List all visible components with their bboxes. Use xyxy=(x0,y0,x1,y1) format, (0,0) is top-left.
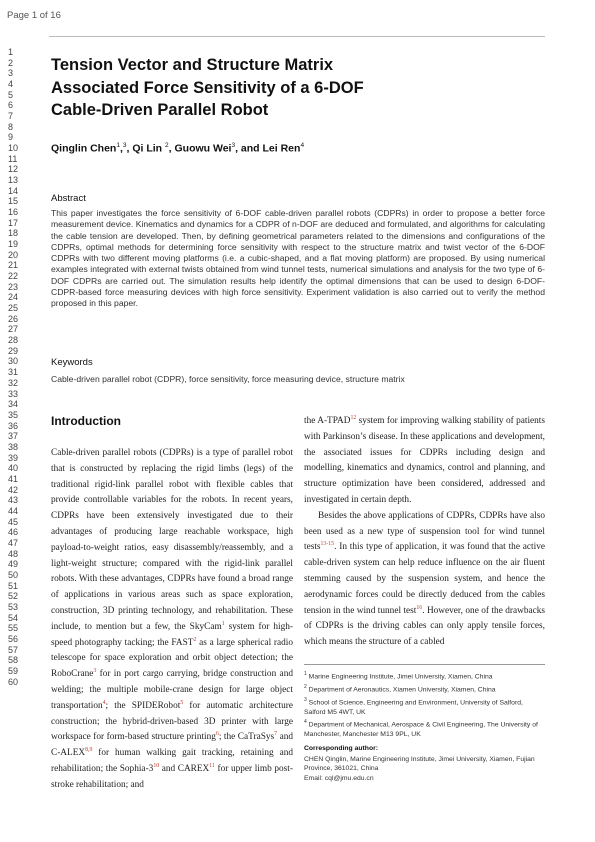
corresponding-email: Email: cql@jmu.edu.cn xyxy=(304,774,374,782)
citation-ref[interactable]: 4 xyxy=(102,699,106,706)
line-number: 13 xyxy=(8,175,19,186)
line-number: 48 xyxy=(8,548,19,559)
line-number: 28 xyxy=(8,335,19,346)
affiliation-mark: 4 xyxy=(300,142,305,149)
line-number: 49 xyxy=(8,559,19,570)
footnote-rule xyxy=(304,664,545,665)
affiliation-mark: 3 xyxy=(231,142,236,149)
citation-ref[interactable]: 16 xyxy=(416,604,423,611)
corresponding-heading: Corresponding author: xyxy=(304,745,379,752)
line-number: 15 xyxy=(8,196,19,207)
line-numbers xyxy=(8,47,28,687)
line-number: 45 xyxy=(8,516,19,527)
line-number: 51 xyxy=(8,580,19,591)
line-number: 1 xyxy=(8,47,14,57)
line-number: 60 xyxy=(8,676,19,687)
paper-title xyxy=(51,54,491,122)
line-number: 3 xyxy=(8,68,14,79)
line-number: 53 xyxy=(8,601,19,612)
keywords-heading: Keywords xyxy=(51,357,93,368)
line-number: 36 xyxy=(8,420,19,431)
line-number: 21 xyxy=(8,260,19,271)
abstract-heading: Abstract xyxy=(51,193,86,204)
footnote-number: 2 xyxy=(304,683,307,690)
author-list: Qinglin Chen$^1$,$^3$, Qi Lin $^2$, Guowu Wei$^3$, and Lei Ren$^4$ xyxy=(51,142,305,155)
author-name: Guowu Wei xyxy=(174,142,232,155)
line-number: 39 xyxy=(8,452,19,463)
line-number: 8 xyxy=(8,121,14,132)
line-number: 18 xyxy=(8,228,19,239)
footnote-text: Department of Mechanical, Aerospace & Civil Engineering, The University of Manchester, Manchester M13 9PL, UK xyxy=(304,721,538,739)
line-number: 22 xyxy=(8,271,19,282)
line-number: 35 xyxy=(8,409,19,420)
line-number: 11 xyxy=(8,153,18,164)
footnote-text: Department of Aeronautics, Xiamen University, Xiamen, China xyxy=(306,686,496,694)
line-number: 50 xyxy=(8,569,19,580)
citation-ref[interactable]: 7 xyxy=(274,731,278,738)
line-number: 24 xyxy=(8,292,19,303)
line-number: 54 xyxy=(8,612,19,623)
affiliation-mark: 2 xyxy=(165,142,169,149)
affiliation-mark: 3 xyxy=(122,142,127,149)
footnote-text: School of Science, Engineering and Environment, University of Salford, Salford M5 4WT, UK xyxy=(304,698,523,716)
line-number: 44 xyxy=(8,505,19,516)
footnote-number: 4 xyxy=(304,719,307,726)
citation-ref[interactable]: 6 xyxy=(215,731,219,738)
citation-ref[interactable]: 12 xyxy=(350,414,357,421)
line-number: 7 xyxy=(8,111,14,122)
line-number: 30 xyxy=(8,356,19,367)
footnote-number: 1 xyxy=(304,671,307,677)
author-name: Lei Ren xyxy=(262,142,301,155)
line-number: 10 xyxy=(8,143,19,154)
line-number: 31 xyxy=(8,367,19,378)
line-number: 34 xyxy=(8,399,19,410)
intro-paragraph: Besides the above applications of CDPRs, CDPRs have also been used as a new type of suspension tool for wind tunnel tests$^{13-15}$. In this type of application, it was found that the active cable-driven system can help reduce influence on the air fluent stemming caused by the suspension system, and hence the aerodynamic forces could be directly deduced from the cables tension in the wind tunnel test$^{16}$. However, one of the drawbacks of CDPRs is the driving cables can only apply tensile forces, which means the structure of a cabled xyxy=(304,510,546,648)
corresponding-details: CHEN Qinglin, Marine Engineering Institute, Jimei University, Xiamen, Fujian Province, 361021, China xyxy=(304,755,535,773)
abstract-text: This paper investigates the force sensitivity of 6-DOF cable-driven parallel robots (CDPRs) in order to propose a better force measurement device. Kinematics and dynamics for a CDPR of n-DOF are deduced and formulated, and algorithms for calculating the cable tension are developed. Then, by defining geometrical parameters related to the dimensions and configurations of the CDPRs, optimal methods for determining force sensitivity with respect to the structure matrix and twist vector of the 6-DOF CDPRs with two different moving platforms (i.e. a cubic-shaped, and a flat moving platform) are proposed. By using numerical examples integrated with external twists obtained from wind tunnel tests, numerical simulations and analysis for the two type of 6-DOF CDPRs are carried out. The simulation results help identify the optimal dimensions that can be used to design 6-DOF-CDPR-based force measuring devices with high force sensitivity. Experiment validation is also carried out to verify the method proposed in this paper. xyxy=(51,208,545,309)
citation-ref[interactable]: 5 xyxy=(180,699,184,706)
line-number: 25 xyxy=(8,303,19,314)
title-line: Associated Force Sensitivity of a 6-DOF xyxy=(51,78,364,97)
citation-ref[interactable]: 11 xyxy=(209,762,215,769)
line-number: 57 xyxy=(8,644,19,655)
intro-paragraph: the A-TPAD$^{12}$ system for improving walking stability of patients with Parkinson’s disease. In these applications and development, the associated issues for CDPRs including design and modelling, kinematics and dynamics, control and planning, and structure optimization have been considered, addressed and investigated in certain depth. xyxy=(304,414,545,505)
line-number: 27 xyxy=(8,324,19,335)
page-label: Page 1 of 16 xyxy=(7,10,61,21)
citation-ref[interactable]: 2 xyxy=(193,636,197,643)
author-name: Qinglin Chen xyxy=(51,142,117,155)
line-number: 37 xyxy=(8,431,19,442)
title-line: Tension Vector and Structure Matrix xyxy=(51,56,334,74)
footnote-text: Marine Engineering Institute, Jimei University, Xiamen, China xyxy=(306,673,493,681)
line-number: 29 xyxy=(8,345,19,356)
line-number: 6 xyxy=(8,100,14,111)
footnote-item xyxy=(304,683,545,695)
line-number: 23 xyxy=(8,281,19,292)
line-number: 17 xyxy=(8,217,19,228)
left-column xyxy=(51,446,293,794)
line-number: 2 xyxy=(8,57,14,68)
line-number: 38 xyxy=(8,441,19,452)
affiliation-mark: 1 xyxy=(116,142,120,149)
line-number: 47 xyxy=(8,537,19,548)
line-number: 4 xyxy=(8,79,14,90)
line-number: 43 xyxy=(8,495,19,506)
line-number: 5 xyxy=(8,89,14,100)
line-number: 14 xyxy=(8,185,19,196)
line-number: 40 xyxy=(8,463,19,474)
line-number: 33 xyxy=(8,388,19,399)
title-line: Cable-Driven Parallel Robot xyxy=(51,101,269,119)
line-number: 9 xyxy=(8,132,14,143)
citation-ref[interactable]: 10 xyxy=(153,762,160,769)
footnote-item xyxy=(304,696,545,717)
line-number: 41 xyxy=(8,473,19,484)
footnote-item xyxy=(304,718,545,739)
line-number: 56 xyxy=(8,633,19,644)
keywords-text: Cable-driven parallel robot (CDPR), force sensitivity, force measuring device, structure matrix xyxy=(51,374,405,384)
line-number: 58 xyxy=(8,655,19,666)
top-rule xyxy=(49,36,545,37)
citation-ref[interactable]: 1 xyxy=(221,620,225,627)
author-name: Qi Lin xyxy=(132,142,166,155)
line-number: 32 xyxy=(8,377,19,388)
citation-ref[interactable]: 3 xyxy=(93,668,97,675)
intro-paragraph: Cable-driven parallel robots (CDPRs) is a type of parallel robot that is constructed by replacing the rigid limbs (legs) of the traditional rigid-link parallel robot with flexible cables that provide controllable variables for the robots. In recent years, CDPRs have been extensively investigated due to their advantages of producing large reachable workspace, high payload-to-weight ratios, easy disassembly/reassembly, and a light-weight structure; compared with the rigid-link parallel robots. With these advantages, CDPRs have found a broad range of applications in various areas such as space exploration, construction, 3D printing technology, and rehabilitation. These include, to mention but a few, the SkyCam$^1$ system for high-speed photography tacking; the FAST$^2$ as a large spherical radio telescope for space exploration and orbit object detection; the RoboCrane$^3$ for in port cargo carrying, bridge construction and welding; the multiple mobile-crane design for large object transportation$^4$; the SPIDERobot$^5$ for automatic architecture construction; the hybrid-driven-based 3D printer with large workspace for form-based structure printing$^6$; the CaTraSys$^7$ and C-ALEX$^{8,9}$ for human walking gait tracking, retaining and rehabilitation; the Sophia-$3^{10}$ and CAREX$^{11}$ for upper limb post-stroke rehabilitation; and xyxy=(51,448,294,790)
line-number: 19 xyxy=(8,239,19,250)
line-number: 46 xyxy=(8,527,19,538)
citation-ref[interactable]: 8,9 xyxy=(85,747,93,754)
line-number: 12 xyxy=(8,164,19,175)
line-number: 26 xyxy=(8,313,19,324)
footnotes xyxy=(304,670,545,741)
line-number: 59 xyxy=(8,665,19,676)
footnote-item xyxy=(304,670,545,682)
introduction-heading: Introduction xyxy=(51,414,121,428)
line-number: 20 xyxy=(8,249,19,260)
corresponding-author xyxy=(304,744,545,783)
line-number: 52 xyxy=(8,591,19,602)
line-number: 55 xyxy=(8,623,19,634)
citation-ref[interactable]: 13-15 xyxy=(320,541,335,548)
line-number: 16 xyxy=(8,207,19,218)
line-number: 42 xyxy=(8,484,19,495)
footnote-number: 3 xyxy=(304,696,307,703)
right-column xyxy=(304,414,545,651)
